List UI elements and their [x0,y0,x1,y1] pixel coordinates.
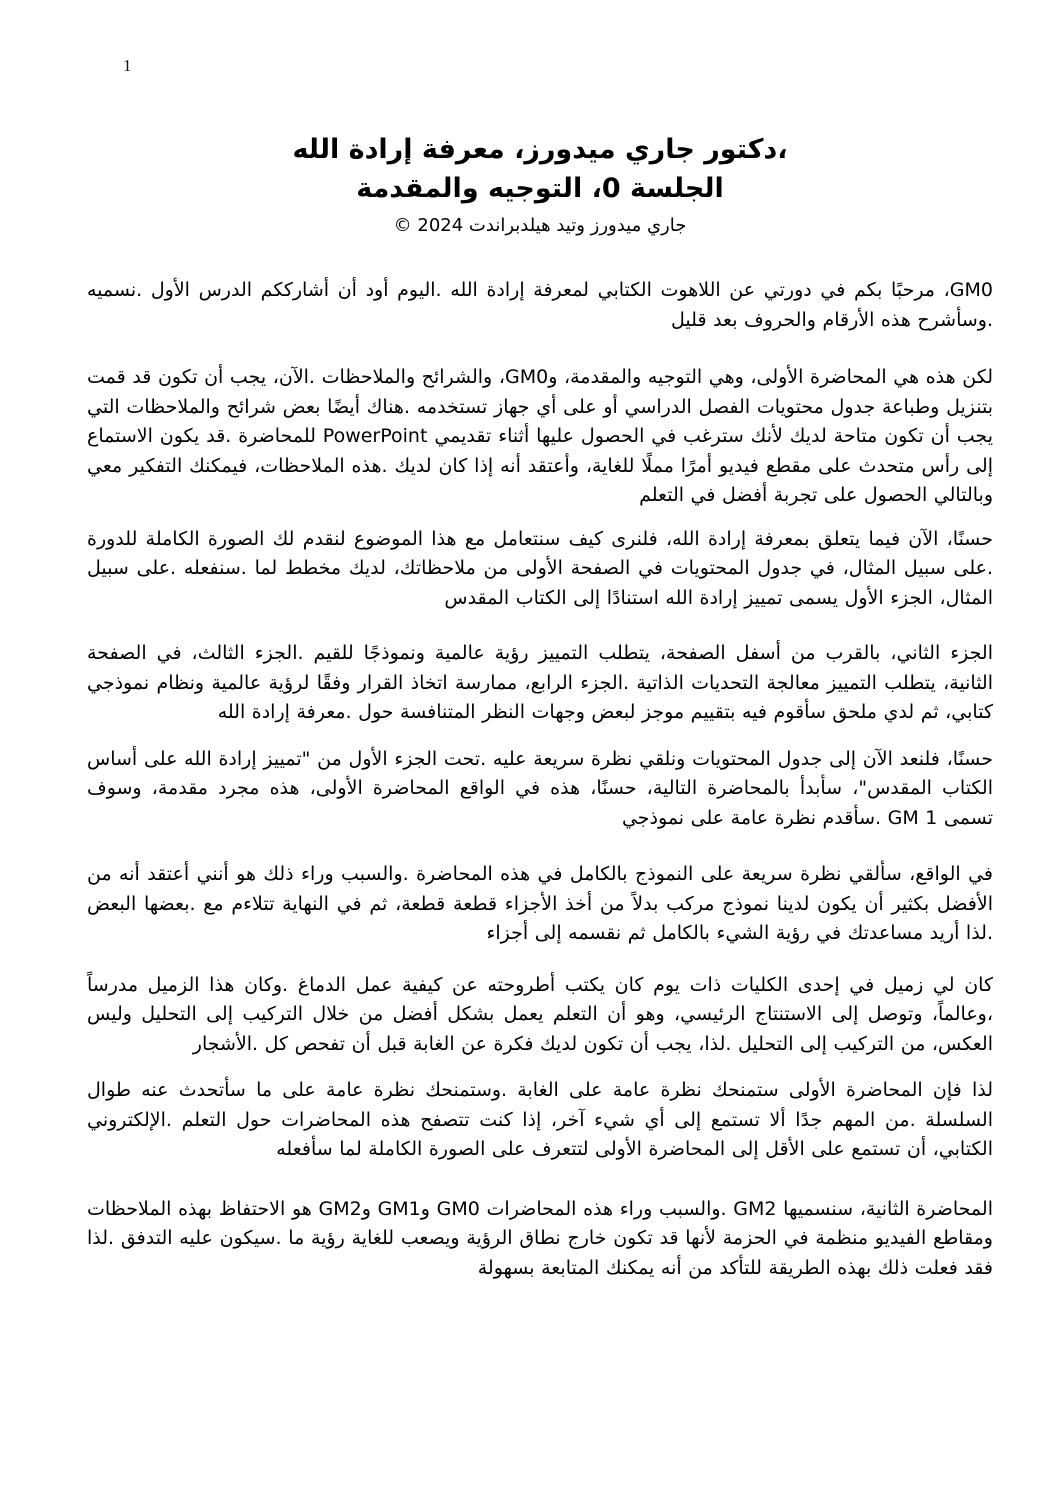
page-number: 1 [123,56,132,75]
paragraph: حسنًا، فلنعد الآن إلى جدول المحتويات ونلقي نظرة سريعة عليه .تحت الجزء الأول من "تمييز إرادة الله على أساس الكتاب المقدس"، سأبدأ بالمحاضرة التالية، حسنًا، هذه في الواقع المحاضرة الأولى، هذه مجرد مقدمة، وسوف تسمى GM 1 .سأقدم نظرة عامة على نموذجي [87,747,993,829]
paragraph: الجزء الثاني، بالقرب من أسفل الصفحة، يتطلب التمييز رؤية عالمية ونموذجًا للقيم .الجزء الثالث، في الصفحة الثانية، يتطلب التمييز معالجة التحديات الذاتية .الجزء الرابع، ممارسة اتخاذ القرار وفقًا لرؤية عالمية ونظام نموذجي كتابي، ثم لدي ملحق سأقوم فيه بتقييم موجز لبعض وجهات النظر المتنافسة حول .معرفة إرادة الله [87,642,993,723]
paragraph: لذا فإن المحاضرة الأولى ستمنحك نظرة عامة على الغابة .وستمنحك نظرة عامة على ما سأتحدث عنه طوال السلسلة .من المهم جدًا ألا تستمع إلى أي شيء آخر، إذا كنت تتصفح هذه المحاضرات حول التعلم .الإلكتروني الكتابي، أن تستمع على الأقل إلى المحاضرة الأولى لتتعرف على الصورة الكاملة لما سأفعله [87,1079,993,1160]
document-title-line-1: ،دكتور جاري ميدورز، معرفة إرادة الله [292,134,788,165]
paragraph: المحاضرة الثانية، سنسميها GM2 .والسبب وراء هذه المحاضرات GM0 وGM1 وGM2 هو الاحتفاظ بهذه الملاحظات ومقاطع الفيديو منظمة في الحزمة لأنها قد تكون خارج نطاق الرؤية ويصعب للغاية رؤية ما .سيكون عليه التدفق .لذا فقد فعلت ذلك بهذه الطريقة للتأكد من أنه يمكنك المتابعة بسهولة [87,1197,993,1279]
body-paragraphs [87,276,993,1283]
byline-copyright: جاري ميدورز وتيد هيلدبراندت 2024 © [393,215,687,236]
paragraph: في الواقع، سألقي نظرة سريعة على النموذج بالكامل في هذه المحاضرة .والسبب وراء ذلك هو أنني أعتقد أنه من الأفضل بكثير أن يكون لدينا نموذج مركب بدلاً من أخذ الأجزاء قطعة قطعة، ثم في النهاية تتلاءم مع .بعضها البعض .لذا أريد مساعدتك في رؤية الشيء بالكامل ثم نقسمه إلى أجزاء [87,863,993,944]
paragraph: GM0، مرحبًا بكم في دورتي عن اللاهوت الكتابي لمعرفة إرادة الله .اليوم أود أن أشارككم الدرس الأول .نسميه .وسأشرح هذه الأرقام والحروف بعد قليل [87,279,993,331]
paragraph: حسنًا، الآن فيما يتعلق بمعرفة إرادة الله، فلنرى كيف سنتعامل مع هذا الموضوع لنقدم لك الصورة الكاملة للدورة .على سبيل المثال، في جدول المحتويات في الصفحة الأولى من ملاحظاتك، لديك مخطط لما .سنفعله .على سبيل المثال، الجزء الأول يسمى تمييز إرادة الله استنادًا إلى الكتاب المقدس [87,527,993,609]
paragraph: لكن هذه هي المحاضرة الأولى، وهي التوجيه والمقدمة، وGM0، والشرائح والملاحظات .الآن، يجب أن تكون قد قمت بتنزيل وطباعة جدول محتويات الفصل الدراسي أو على أي جهاز تستخدمه .هناك أيضًا بعض شرائح والملاحظات التي يجب أن تكون متاحة لديك لأنك سترغب في الحصول عليها أثناء تقديمي PowerPoint للمحاضرة .قد يكون الاستماع إلى رأس متحدث على مقطع فيديو أمرًا مملًا للغاية، وأعتقد أنه إذا كان لديك .هذه الملاحظات، فيمكنك التفكير معي وبالتالي الحصول على تجربة أفضل في التعلم [87,366,993,506]
document-content [87,130,993,1283]
paragraph: كان لي زميل في إحدى الكليات ذات يوم كان يكتب أطروحته عن كيفية عمل الدماغ .وكان هذا الزميل مدرساً ،وعالماً، وتوصل إلى الاستنتاج الرئيسي، وهو أن التعلم يعمل بشكل أفضل من خلال التركيب إلى التحليل وليس العكس، من التركيب إلى التحليل .لذا، يجب أن تكون لديك فكرة عن الغابة قبل أن تفحص كل .الأشجار [87,973,993,1055]
document-title-line-2: الجلسة 0، التوجيه والمقدمة [356,173,724,204]
